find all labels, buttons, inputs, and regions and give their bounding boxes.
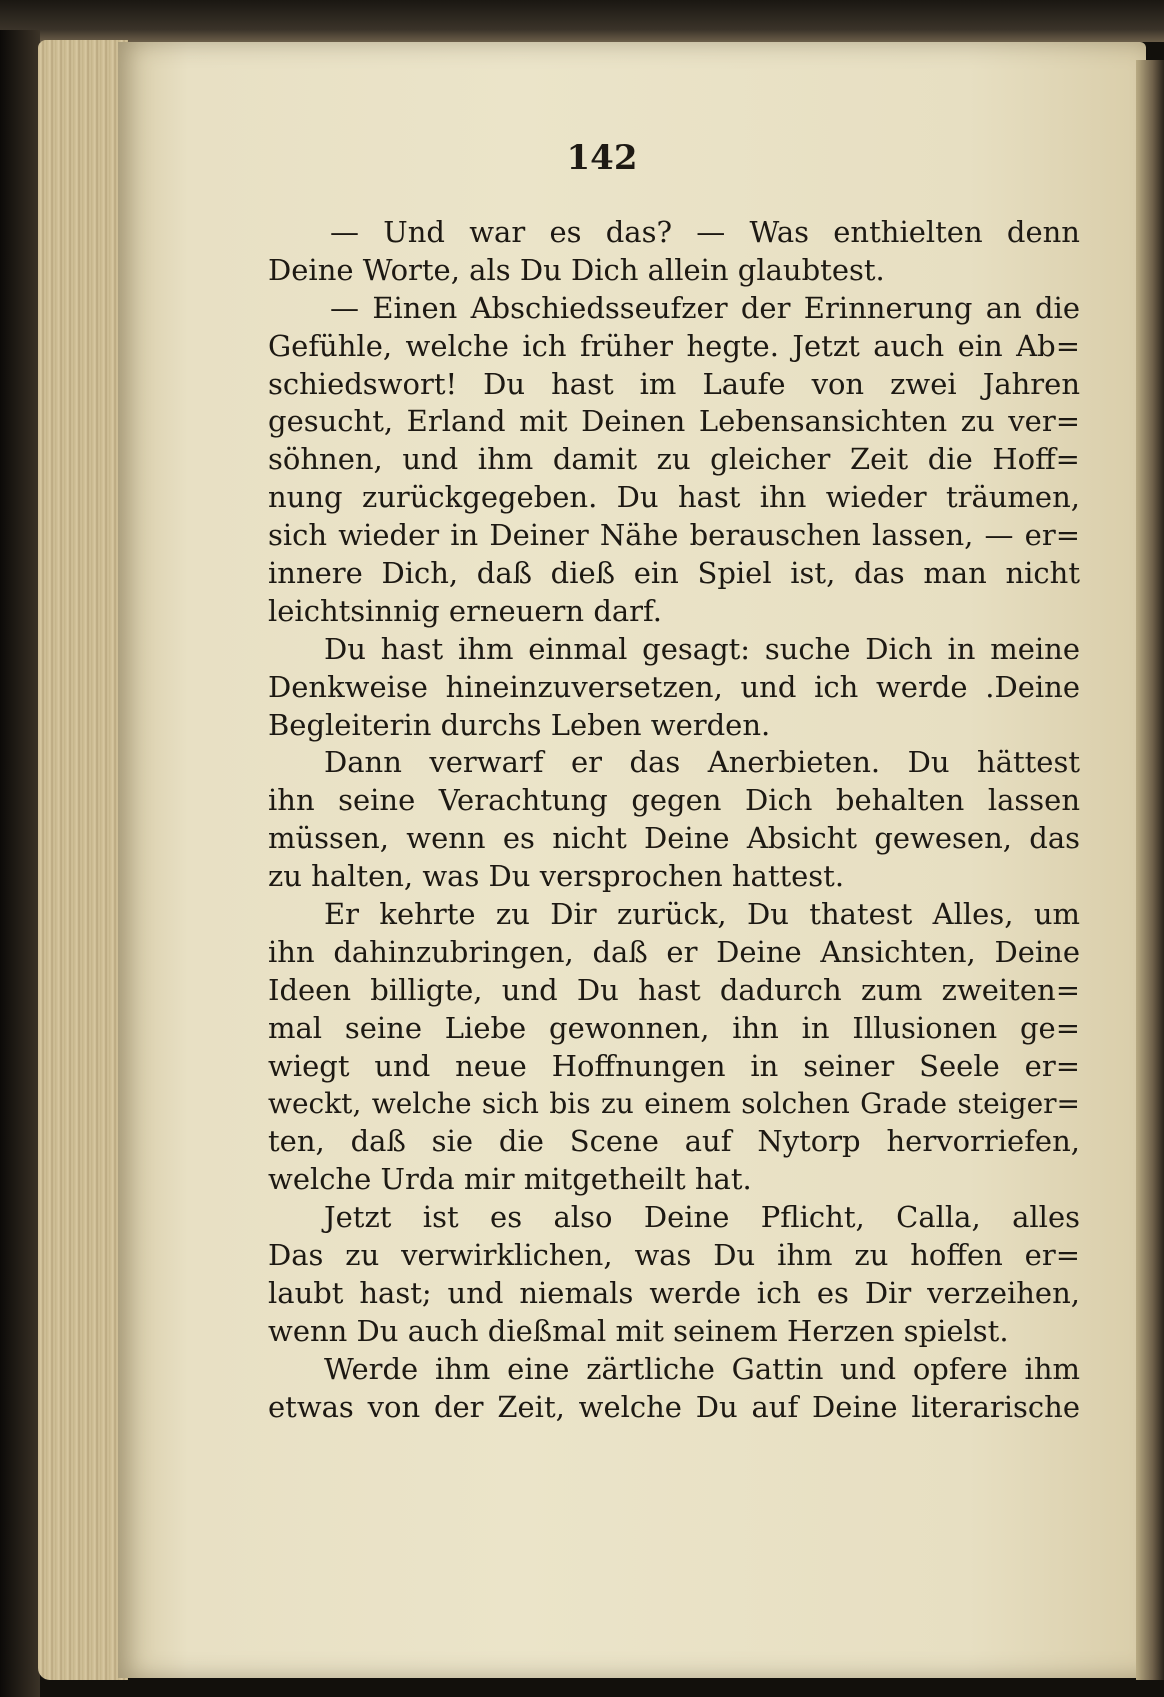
text-line: etwas von der Zeit, welche Du auf Deine literarische [268,1389,1080,1424]
text-line: Du hast ihm einmal gesagt: suche Dich in meine [324,631,1080,666]
book-cover-top-edge [0,0,1164,42]
text-line: wenn Du auch dießmal mit seinem Herzen spielst. [268,1313,1009,1348]
text-line: weckt, welche sich bis zu einem solchen Grade steiger= [268,1087,1080,1121]
book-spine-shadow [0,30,40,1697]
text-line: Deine Worte, als Du Dich allein glaubtest. [268,252,885,287]
text-line: Jetzt ist es also Deine Pflicht, Calla, alles [324,1200,1080,1235]
text-line: welche Urda mir mitgetheilt hat. [268,1162,752,1197]
text-line: Dann verwarf er das Anerbieten. Du hättest [324,745,1080,780]
text-line: mal seine Liebe gewonnen, ihn in Illusionen ge= [268,1010,1080,1045]
text-line: ten, daß sie die Scene auf Nytorp hervorriefen, [268,1124,1080,1159]
text-line: ihn seine Verachtung gegen Dich behalten lassen [268,783,1080,818]
text-line: söhnen, und ihm damit zu gleicher Zeit die Hoff= [268,442,1080,477]
text-line: nung zurückgegeben. Du hast ihn wieder träumen, [268,480,1080,515]
page-stack-edges [38,40,128,1680]
text-line: innere Dich, daß dieß ein Spiel ist, das man nicht [268,556,1080,591]
text-line: müssen, wenn es nicht Deine Absicht gewesen, das [268,821,1080,856]
text-line: — Und war es das? — Was enthielten denn [330,215,1080,249]
text-line: Begleiterin durchs Leben werden. [268,707,771,742]
text-line: — Einen Abschiedsseufzer der Erinnerung an die [330,290,1080,325]
text-line: gesucht, Erland mit Deinen Lebensansichten zu ver= [268,404,1080,439]
text-line: sich wieder in Deiner Nähe berauschen lassen, — er= [268,518,1080,553]
text-line: ihn dahinzubringen, daß er Deine Ansichten, Deine [268,934,1080,969]
text-line: leichtsinnig erneuern darf. [268,593,662,628]
text-line: schiedswort! Du hast im Laufe von zwei Jahren [268,366,1080,401]
body-text [268,214,1080,1427]
text-line: Das zu verwirklichen, was Du ihm zu hoffen er= [268,1238,1080,1273]
text-line: laubt hast; und niemals werde ich es Dir verzeihen, [268,1275,1080,1310]
text-line: Gefühle, welche ich früher hegte. Jetzt auch ein Ab= [268,328,1080,363]
text-line: Denkweise hineinzuversetzen, und ich werde .Deine [268,669,1080,704]
page-right-edge [1136,60,1164,1680]
text-line: Ideen billigte, und Du hast dadurch zum zweiten= [268,972,1080,1007]
page-number: 142 [566,138,638,178]
text-line: Werde ihm eine zärtliche Gattin und opfere ihm [324,1351,1080,1386]
text-line: Er kehrte zu Dir zurück, Du thatest Alles, um [324,897,1080,932]
text-line: zu halten, was Du versprochen hattest. [268,859,845,894]
text-line: wiegt und neue Hoffnungen in seiner Seele er= [268,1048,1080,1083]
